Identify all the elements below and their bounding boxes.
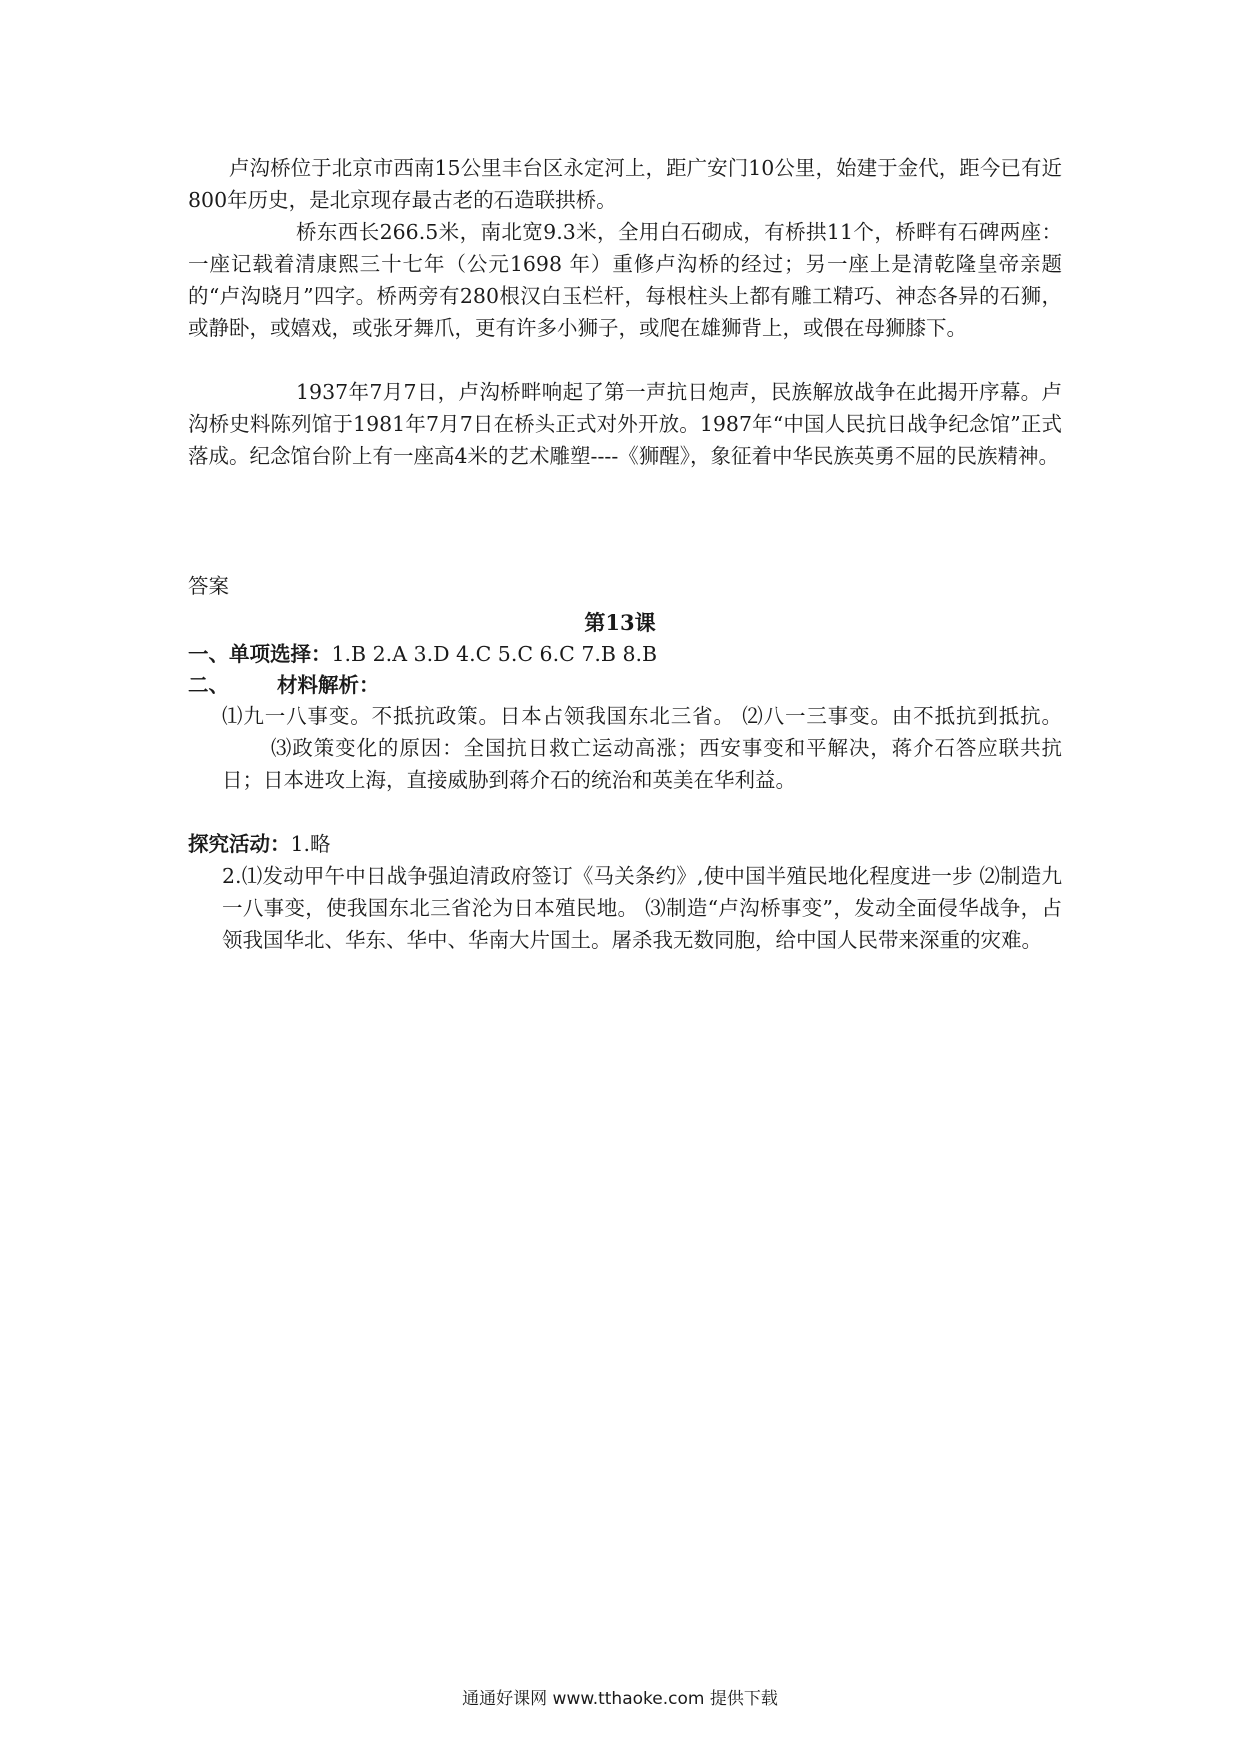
- explore-label: 探究活动：: [188, 832, 291, 856]
- answers-label: 答案: [188, 574, 229, 598]
- explore-line: [188, 828, 1068, 860]
- single-choice-label: 一、单项选择：: [188, 642, 332, 666]
- footer-text: 通通好课网 www.tthaoke.com 提供下载: [462, 1689, 778, 1709]
- lesson-title: 第13课: [584, 610, 656, 635]
- single-choice-line: [188, 638, 1068, 670]
- material-label: 材料解析：: [277, 673, 380, 697]
- material-heading: [188, 669, 1068, 701]
- intro-paragraph-2: 桥东西长266.5米，南北宽9.3米，全用白石砌成，有桥拱11个，桥畔有石碑两座：一座记载着清康熙三十七年（公元1698 年）重修卢沟桥的经过；另一座上是清乾隆皇帝亲题的“卢沟晓月”四字。桥两旁有280根汉白玉栏杆，每根柱头上都有雕工精巧、神态各异的石狮，或静卧，或嬉戏，或张牙舞爪，更有许多小狮子，或爬在雄狮背上，或偎在母狮膝下。: [188, 220, 1062, 340]
- intro-paragraph-1: 卢沟桥位于北京市西南15公里丰台区永定河上，距广安门10公里，始建于金代，距今已有近800年历史，是北京现存最古老的石造联拱桥。: [188, 156, 1062, 212]
- intro-paragraph-3: 1937年7月7日，卢沟桥畔响起了第一声抗日炮声，民族解放战争在此揭开序幕。卢沟桥史料陈列馆于1981年7月7日在桥头正式对外开放。1987年“中国人民抗日战争纪念馆”正式落成。纪念馆台阶上有一座高4米的艺术雕塑----《狮醒》，象征着中华民族英勇不屈的民族精神。: [188, 380, 1062, 468]
- explore-answer-1: 1.略: [290, 832, 331, 856]
- material-label-num: 二、: [188, 673, 229, 697]
- single-choice-answers: 1.B 2.A 3.D 4.C 5.C 6.C 7.B 8.B: [331, 642, 658, 666]
- material-answer-1: ⑴九一八事变。不抵抗政策。日本占领我国东北三省。 ⑵八一三事变。由不抵抗到抵抗。: [222, 704, 1062, 728]
- material-answer-2: ⑶政策变化的原因：全国抗日救亡运动高涨；西安事变和平解决，蒋介石答应联共抗日；日本进攻上海，直接威胁到蒋介石的统治和英美在华利益。: [222, 736, 1062, 792]
- material-answers: [222, 700, 1062, 796]
- explore-answer-2: 2.⑴发动甲午中日战争强迫清政府签订《马关条约》,使中国半殖民地化程度进一步 ⑵制造九一八事变，使我国东北三省沦为日本殖民地。 ⑶制造“卢沟桥事变”，发动全面侵华战争，占领我国华北、华东、华中、华南大片国土。屠杀我无数同胞，给中国人民带来深重的灾难。: [222, 864, 1062, 952]
